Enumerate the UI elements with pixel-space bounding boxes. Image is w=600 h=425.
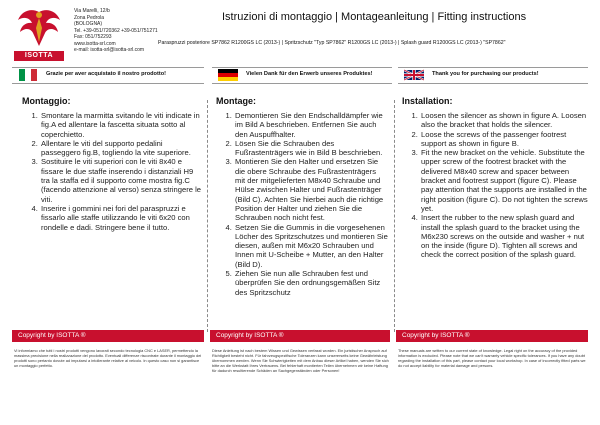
step-de-1: 1. Demontieren Sie den Endschalldämpfer wie im Bild A beschrieben. Entfernen Sie auch den Auspuffhalter. bbox=[234, 111, 388, 139]
step-it-1: 1. Smontare la marmitta svitando le viti indicate in fig.A ed allentare la fascetta situata sotto al coperchietto. bbox=[40, 111, 202, 139]
copyright-bar: Copyright by ISOTTA ® bbox=[210, 330, 390, 342]
step-de-2: 2. Lösen Sie die Schrauben des Fußrastenträgers wie in Bild B beschrieben. bbox=[234, 139, 388, 158]
column-divider bbox=[394, 100, 395, 332]
instructions-german bbox=[216, 96, 388, 297]
uk-flag-icon bbox=[404, 69, 424, 81]
company-address: Via Marelli, 12/b Zona Pedrola (BOLOGNA) Tel. +39-051/720362 +39-051/751271 Fax: 051/752293 www.isotta-srl.com e-mail: isotta-srl@isotta-srl.com bbox=[74, 8, 158, 53]
column-divider bbox=[207, 100, 208, 332]
disclaimer-italian: Vi informiamo che tutti i nostri prodotti vengono lavorati secondo tecnologia CNC e LASER, permettendo la massima precisione nella realizzazione del prodotto. Eventuali differenze riscontrate durante il montaggio dei prodotti sono pertanto dovute ad imputarsi a intollerante relative al veicolo. In questo caso non si garantisce un montaggio perfetto. bbox=[14, 348, 202, 368]
lang-strip-italian bbox=[12, 67, 204, 84]
step-en-4: 4. Insert the rubber to the new splash guard and install the splash guard to the bracket using the M6x230 screws on the outside and washer + nut on the inside (figure D). Tighten all screws and check the correct position of the splash guard. bbox=[420, 213, 588, 259]
isotta-logo-emblem bbox=[14, 6, 64, 50]
instructions-italian bbox=[22, 96, 202, 232]
heading-montage: Montage: bbox=[216, 96, 256, 106]
copyright-bar: Copyright by ISOTTA ® bbox=[12, 330, 204, 342]
italy-flag-icon bbox=[18, 69, 38, 81]
thanks-german: Vielen Dank für den Erwerb unseres Produktes! bbox=[246, 71, 373, 77]
thanks-english: Thank you for purchasing our products! bbox=[432, 71, 539, 77]
lang-strip-english bbox=[398, 67, 588, 84]
step-de-4: 4. Setzen Sie die Gummis in die vorgesehenen Löcher des Spritzschutzes und montieren Sie diesen, außen mit M6x20 Schrauben und Innen mit U-Scheibe + Mutter, an den Halter (Bild D). bbox=[234, 223, 388, 269]
step-de-3: 3. Montieren Sie den Halter und ersetzen Sie die obere Schraube des Fußrastenträgers mit der mitgelieferten M8x40 Schraube und Hülse zwischen Halter und Fußrastenträger (Bild C). Achten Sie hierbei auch die richtige Position der Halter und ziehen Sie die Schrauben noch nicht fest. bbox=[234, 157, 388, 222]
isotta-logo-wordmark: ISOTTA bbox=[14, 51, 64, 61]
disclaimer-german: Diese Anleitung ist nach bestem Wissen und Gewissen verfasst worden. Ein juristischer Anspruch auf Richtigkeit besteht nicht. Für fahrzeugspezifische Toleranzen kann unsererseits keine Gewährleistung übernommen werden. Wenn Sie Schwierigkeiten mit dem Anbau dieser Artikel haben, wenden Sie sich bitte an die Werkstatt Ihres Vertrauens. Bei fehlerhaft montierten Teilen übernehmen wir keine Haftung für dadurch resultierende Schäden an Sachgegenständen oder Personen! bbox=[212, 348, 389, 373]
document-title: Istruzioni di montaggio | Montageanleitung | Fitting instructions bbox=[222, 11, 527, 23]
step-it-4: 4. Inserire i gommini nei fori del paraspruzzi e fissarlo alle staffe utilizzando le viti 6x20 con rondelle e dadi. Stringere bene il tutto. bbox=[40, 204, 202, 232]
step-en-1: 1. Loosen the silencer as shown in figure A. Loosen also the bracket that holds the silencer. bbox=[420, 111, 588, 130]
step-it-3: 3. Sostituire le viti superiori con le viti 8x40 e fissare le due staffe inserendo i distanziali H9 tra la staffa ed il supporto come mostra fig.C (facendo attenzione al verso) senza stringere le viti. bbox=[40, 157, 202, 203]
instructions-english bbox=[402, 96, 588, 260]
lang-strip-german bbox=[212, 67, 392, 84]
germany-flag-icon bbox=[218, 69, 238, 81]
copyright-bar: Copyright by ISOTTA ® bbox=[396, 330, 588, 342]
heading-installation: Installation: bbox=[402, 96, 453, 106]
heading-montaggio: Montaggio: bbox=[22, 96, 71, 106]
step-en-2: 2. Loose the screws of the passenger footrest support as shown in figure B. bbox=[420, 130, 588, 149]
step-it-2: 2. Allentare le viti del supporto pedalini passeggero fig.B, togliendo la vite superiore. bbox=[40, 139, 202, 158]
thanks-italian: Grazie per aver acquistato il nostro prodotto! bbox=[46, 71, 166, 77]
document-subtitle: Paraspruzzi posteriore SP7862 R1200GS LC (2013-) | Spritzschutz "Typ SP7862" R1200GS LC (2013-) | Splash guard R1200GS LC (2013-) "SP7862" bbox=[158, 40, 506, 46]
step-de-5: 5. Ziehen Sie nun alle Schrauben fest und überprüfen Sie den ordnungsgemäßen Sitz des Spritzschutz bbox=[234, 269, 388, 297]
step-en-3: 3. Fit the new bracket on the vehicle. Substitute the upper screw of the footrest bracket with the delivered M8x40 screw and spacer between bracket and footrest support (figure C). Please pay attention that the supports are installed in the right position (figure C). Do not tighten the screws yet. bbox=[420, 148, 588, 213]
disclaimer-english: These manuals are written to our current state of knowledge. Legal right on the accuracy of the provided information is excluded. Please note that we can't warranty vehicle specific tolerances. If you have any doubt regarding the installation of this part, please contact your local workshop. In case of incorrectly fitted parts we do not accept liability for material damage and persons. bbox=[398, 348, 586, 368]
